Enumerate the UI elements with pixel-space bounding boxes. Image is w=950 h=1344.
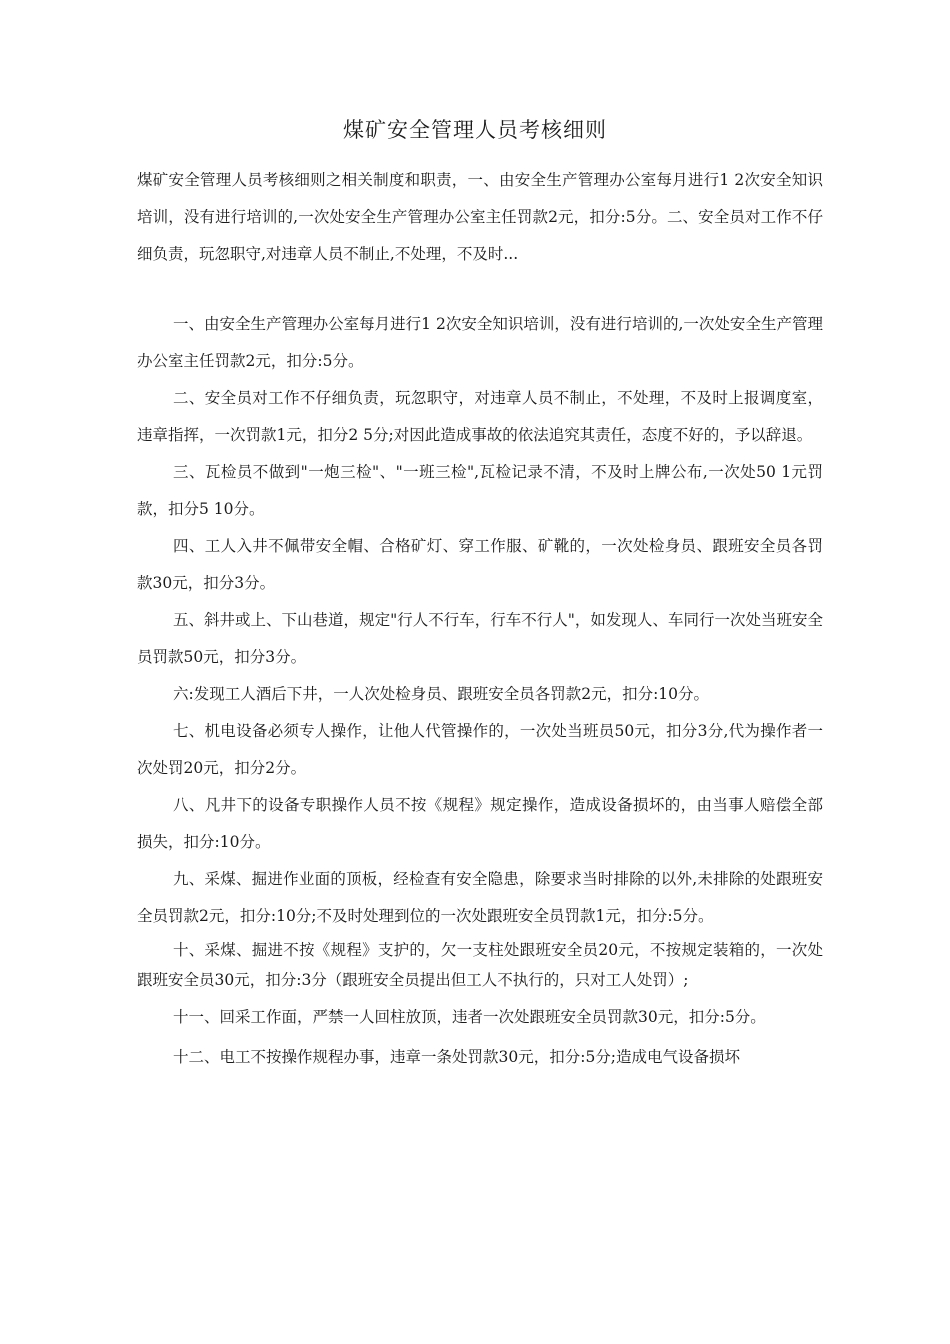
rule-paragraph-12: 十二、电工不按操作规程办事，违章一条处罚款30元，扣分:5分;造成电气设备损坏 xyxy=(173,1048,741,1066)
document-title: 煤矿安全管理人员考核细则 xyxy=(343,118,607,142)
rule-paragraph-8: 八、凡井下的设备专职操作人员不按《规程》规定操作，造成设备损坏的，由当事人赔偿全部损失，扣分:10分。 xyxy=(137,796,823,851)
rule-paragraph-1: 一、由安全生产管理办公室每月进行1 2次安全知识培训，没有进行培训的,一次处安全生产管理办公室主任罚款2元，扣分:5分。 xyxy=(137,315,823,370)
rule-paragraph-3: 三、瓦检员不做到"一炮三检"、"一班三检",瓦检记录不清，不及时上牌公布,一次处50 1元罚款，扣分5 10分。 xyxy=(137,463,823,518)
document-summary: 煤矿安全管理人员考核细则之相关制度和职责，一、由安全生产管理办公室每月进行1 2次安全知识培训，没有进行培训的,一次处安全生产管理办公室主任罚款2元，扣分:5分。二、安全员对工作不仔细负责，玩忽职守,对违章人员不制止,不处理，不及时... xyxy=(137,171,823,263)
rule-paragraph-9: 九、采煤、掘进作业面的顶板，经检查有安全隐患，除要求当时排除的以外,未排除的处跟班安全员罚款2元，扣分:10分;不及时处理到位的一次处跟班安全员罚款1元，扣分:5分。 xyxy=(137,870,823,925)
rule-paragraph-2: 二、安全员对工作不仔细负责，玩忽职守，对违章人员不制止，不处理，不及时上报调度室，违章指挥，一次罚款1元，扣分2 5分;对因此造成事故的依法追究其责任，态度不好的，予以辞退。 xyxy=(137,389,823,444)
rule-paragraph-4: 四、工人入井不佩带安全帽、合格矿灯、穿工作服、矿靴的，一次处检身员、跟班安全员各罚款30元，扣分3分。 xyxy=(137,537,823,592)
rule-paragraph-6: 六:发现工人酒后下井，一人次处检身员、跟班安全员各罚款2元，扣分:10分。 xyxy=(173,685,710,703)
rule-paragraph-11: 十一、回采工作面，严禁一人回柱放顶，违者一次处跟班安全员罚款30元，扣分:5分。 xyxy=(173,1008,766,1026)
rule-paragraph-5: 五、斜井或上、下山巷道，规定"行人不行车，行车不行人"，如发现人、车同行一次处当班安全员罚款50元，扣分3分。 xyxy=(137,611,823,666)
rule-paragraph-10: 十、采煤、掘进不按《规程》支护的，欠一支柱处跟班安全员20元，不按规定装箱的，一次处跟班安全员30元，扣分:3分（跟班安全员提出但工人不执行的，只对工人处罚）; xyxy=(137,941,823,989)
rule-paragraph-7: 七、机电设备必须专人操作，让他人代管操作的，一次处当班员50元，扣分3分,代为操作者一次处罚20元，扣分2分。 xyxy=(137,722,823,777)
document-body xyxy=(137,306,823,1076)
